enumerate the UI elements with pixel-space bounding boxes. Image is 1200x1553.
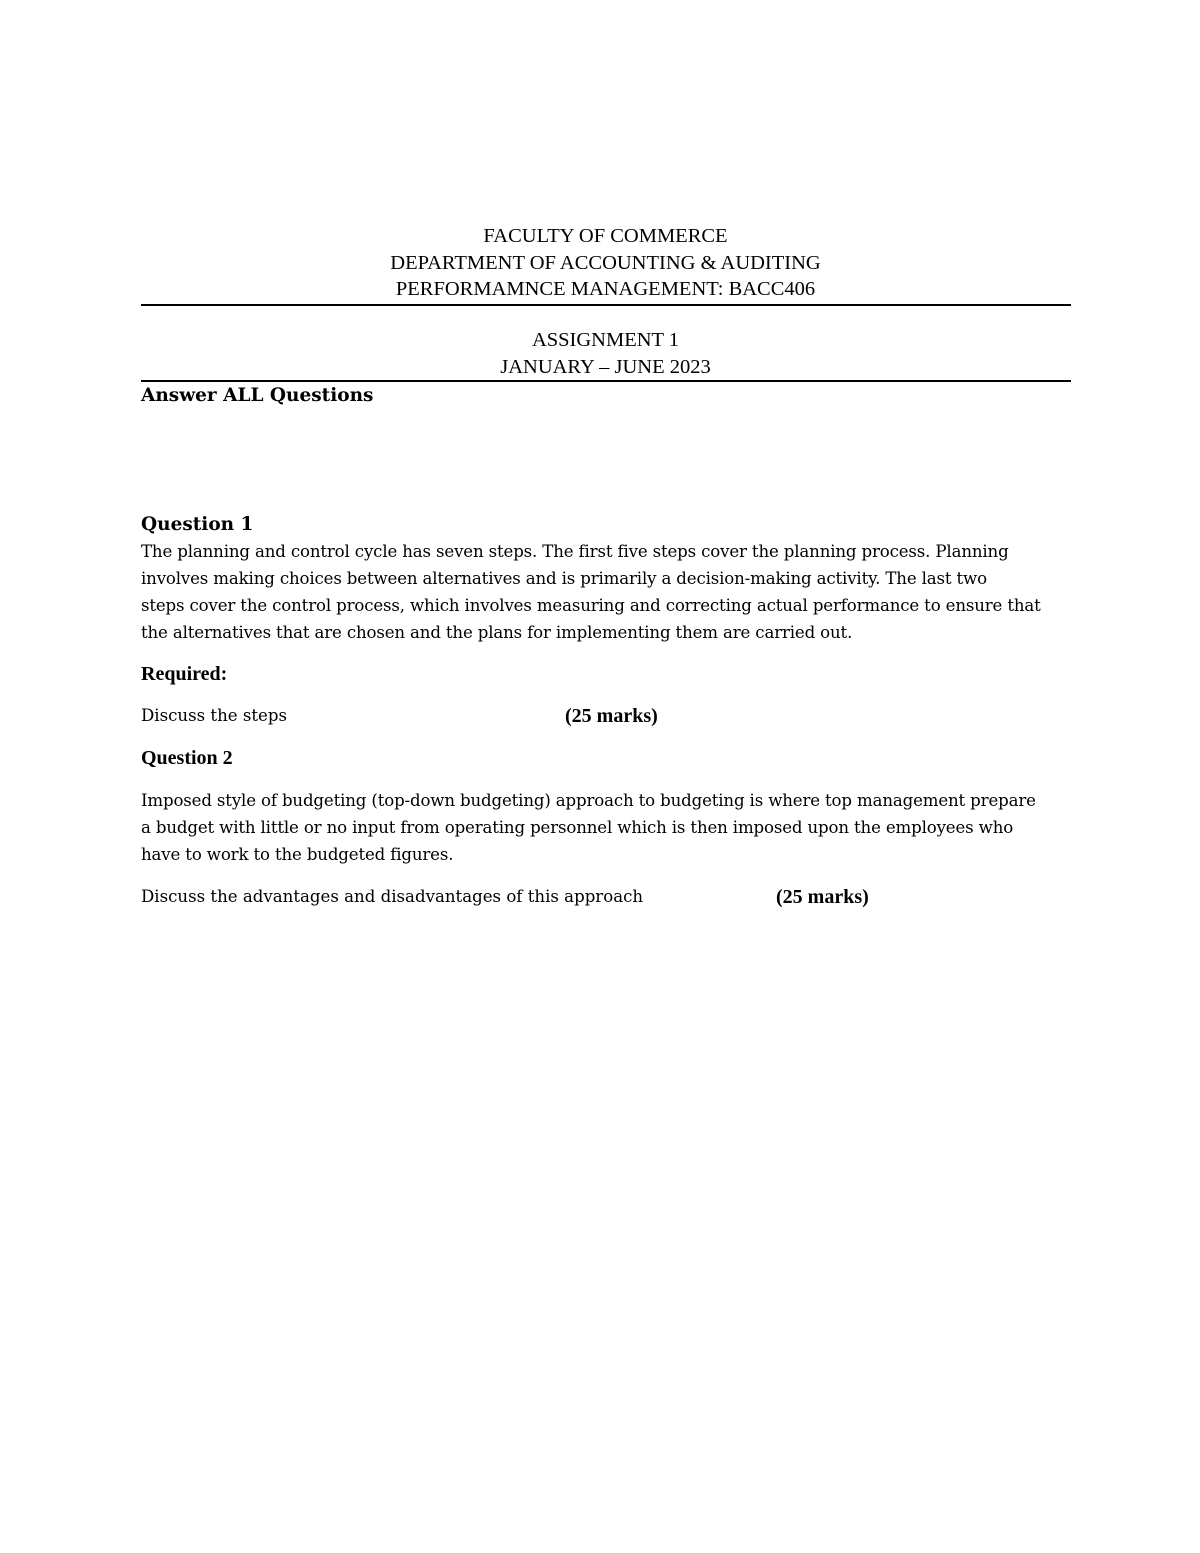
question-2-line: a budget with little or no input from operating personnel which is then imposed upon the employees who — [141, 818, 1014, 837]
question-2-marks: (25 marks) — [776, 886, 869, 908]
question-2-line: have to work to the budgeted figures. — [141, 845, 454, 864]
question-1-line: involves making choices between alternatives and is primarily a decision-making activity. The last two — [141, 569, 987, 588]
question-1-task: Discuss the steps — [141, 706, 288, 725]
faculty-title: FACULTY OF COMMERCE — [483, 225, 728, 247]
department-title: DEPARTMENT OF ACCOUNTING & AUDITING — [390, 251, 821, 274]
assignment-title: ASSIGNMENT 1 — [531, 329, 680, 351]
question-2-task: Discuss the advantages and disadvantages of this approach — [141, 887, 644, 906]
question-1-line: steps cover the control process, which involves measuring and correcting actual performance to ensure that — [141, 596, 1041, 615]
question-1-marks: (25 marks) — [565, 705, 658, 727]
assignment-header — [141, 327, 1070, 380]
instruction-text: Answer ALL Questions — [141, 385, 374, 406]
question-2-body — [141, 787, 1076, 868]
question-1-body — [141, 538, 1076, 646]
header-divider-bottom — [141, 380, 1071, 382]
document-header — [141, 223, 1070, 303]
required-label: Required: — [141, 663, 228, 685]
assignment-period: JANUARY – JUNE 2023 — [500, 355, 711, 378]
question-2-line: Imposed style of budgeting (top-down budgeting) approach to budgeting is where top management prepare — [141, 791, 1036, 810]
question-1-heading: Question 1 — [141, 514, 254, 535]
question-1-line: the alternatives that are chosen and the plans for implementing them are carried out. — [141, 623, 853, 642]
question-1-line: The planning and control cycle has seven steps. The first five steps cover the planning process. Planning — [141, 542, 1009, 561]
question-2-heading: Question 2 — [141, 747, 233, 769]
header-divider-top — [141, 304, 1071, 306]
course-title: PERFORMAMNCE MANAGEMENT: BACC406 — [395, 278, 816, 300]
